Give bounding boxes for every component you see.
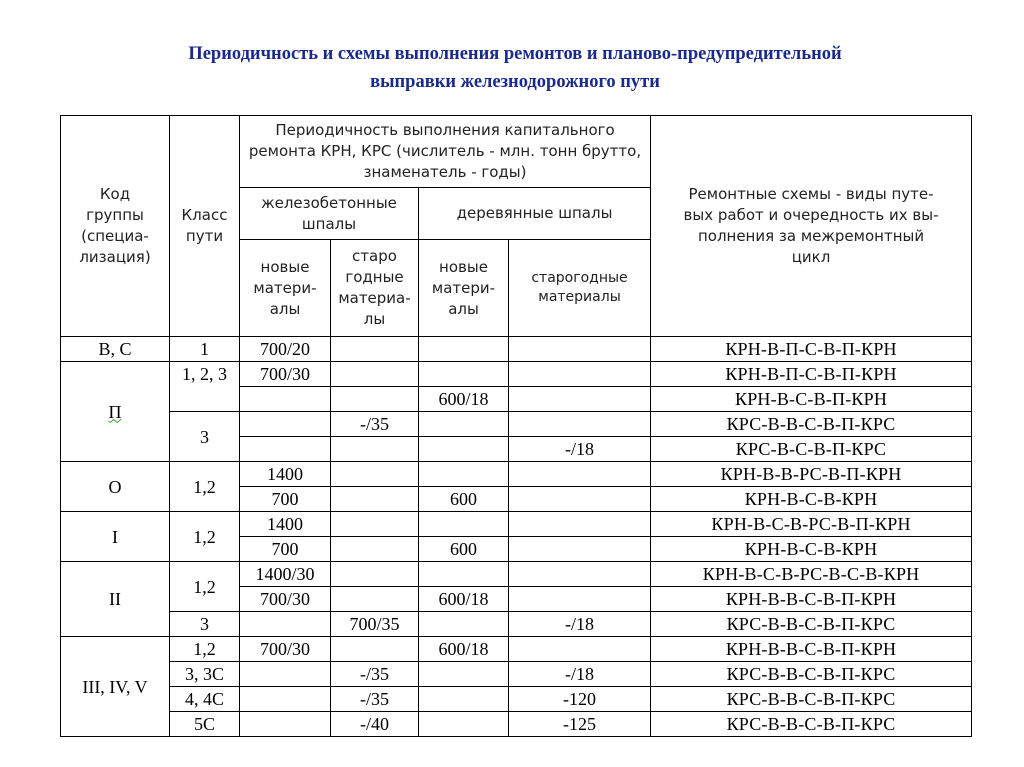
table-cell: -125	[509, 712, 651, 737]
table-cell	[240, 387, 331, 412]
group-code-cell: В, С	[61, 337, 170, 362]
table-cell	[509, 462, 651, 487]
title-line-1: Периодичность и схемы выполнения ремонтов и планово-предупредительной	[188, 44, 842, 64]
table-cell: 700	[240, 487, 331, 512]
table-cell	[419, 712, 509, 737]
table-cell	[240, 612, 331, 637]
header-used-materials-concrete: старо годные материа- лы	[331, 240, 419, 337]
table-cell	[509, 587, 651, 612]
table-cell	[509, 487, 651, 512]
table-cell	[331, 587, 419, 612]
table-cell: -/18	[509, 662, 651, 687]
table-cell	[509, 537, 651, 562]
repair-scheme-cell: КРН-В-П-С-В-П-КРН	[651, 337, 972, 362]
table-cell	[331, 462, 419, 487]
table-cell: 600	[419, 537, 509, 562]
header-periodicity: Периодичность выполнения капитального ремонта КРН, КРС (числитель - млн. тонн брутто, знаменатель - годы)	[240, 116, 651, 188]
group-code-cell: О	[61, 462, 170, 512]
table-cell	[509, 412, 651, 437]
table-cell: -/18	[509, 612, 651, 637]
repair-scheme-cell: КРС-В-В-С-В-П-КРС	[651, 412, 972, 437]
table-cell: 600/18	[419, 587, 509, 612]
track-class-cell: 3	[170, 612, 240, 637]
table-cell	[509, 562, 651, 587]
table-cell: -120	[509, 687, 651, 712]
table-cell: 700/30	[240, 587, 331, 612]
repair-scheme-cell: КРН-В-С-В-П-КРН	[651, 387, 972, 412]
table-cell	[509, 337, 651, 362]
group-code-cell: I	[61, 512, 170, 562]
table-cell: -/35	[331, 662, 419, 687]
track-class-cell: 1,2	[170, 512, 240, 562]
table-cell: 1400	[240, 462, 331, 487]
header-used-materials-wooden: старогодные материалы	[509, 240, 651, 337]
table-cell	[331, 512, 419, 537]
table-cell	[331, 562, 419, 587]
table-cell	[419, 337, 509, 362]
table-cell	[240, 712, 331, 737]
table-cell: 700/30	[240, 637, 331, 662]
repair-scheme-cell: КРН-В-С-В-КРН	[651, 537, 972, 562]
repair-scheme-cell: КРН-В-В-РС-В-П-КРН	[651, 462, 972, 487]
page-title	[60, 40, 970, 96]
track-class-cell: 1, 2, 3	[170, 362, 240, 412]
repair-scheme-cell: КРС-В-В-С-В-П-КРС	[651, 612, 972, 637]
repair-scheme-cell: КРН-В-П-С-В-П-КРН	[651, 362, 972, 387]
header-wooden-sleepers: деревянные шпалы	[419, 188, 651, 240]
table-cell: 1400	[240, 512, 331, 537]
table-cell	[240, 437, 331, 462]
table-cell: -/18	[509, 437, 651, 462]
table-cell: -/35	[331, 687, 419, 712]
group-code-label: П	[108, 401, 122, 422]
table-cell	[240, 662, 331, 687]
header-repair-schemes: Ремонтные схемы - виды путе- вых работ и очередность их вы- полнения за межремонтный цикл	[651, 116, 972, 337]
table-cell	[509, 512, 651, 537]
table-cell: -/40	[331, 712, 419, 737]
table-cell	[331, 537, 419, 562]
table-cell	[509, 387, 651, 412]
table-cell: 1400/30	[240, 562, 331, 587]
table-cell	[419, 562, 509, 587]
table-cell: -/35	[331, 412, 419, 437]
table-cell	[419, 362, 509, 387]
table-cell: 700/35	[331, 612, 419, 637]
table-cell	[419, 412, 509, 437]
table-cell: 600/18	[419, 637, 509, 662]
track-class-cell: 1,2	[170, 462, 240, 512]
repair-scheme-cell: КРС-В-В-С-В-П-КРС	[651, 687, 972, 712]
title-line-2: выправки железнодорожного пути	[370, 72, 660, 92]
group-code-cell	[61, 362, 170, 462]
repair-scheme-cell: КРН-В-В-С-В-П-КРН	[651, 587, 972, 612]
table-cell	[419, 512, 509, 537]
track-class-cell: 4, 4С	[170, 687, 240, 712]
group-code-cell: II	[61, 562, 170, 637]
repair-scheme-cell: КРН-В-С-В-РС-В-П-КРН	[651, 512, 972, 537]
track-class-cell: 1	[170, 337, 240, 362]
repair-scheme-cell: КРН-В-В-С-В-П-КРН	[651, 637, 972, 662]
track-class-cell: 3	[170, 412, 240, 462]
table-cell	[331, 487, 419, 512]
table-cell	[331, 637, 419, 662]
table-cell: 700/30	[240, 362, 331, 387]
repair-scheme-cell: КРС-В-В-С-В-П-КРС	[651, 712, 972, 737]
repair-scheme-cell: КРС-В-С-В-П-КРС	[651, 437, 972, 462]
table-cell: 600/18	[419, 387, 509, 412]
table-cell	[331, 362, 419, 387]
header-new-materials-wooden: новые матери- алы	[419, 240, 509, 337]
table-cell	[419, 462, 509, 487]
table-cell: 700	[240, 537, 331, 562]
track-class-cell: 3, 3С	[170, 662, 240, 687]
table-cell	[509, 362, 651, 387]
track-class-cell: 1,2	[170, 637, 240, 662]
header-code-group: Код группы (специа- лизация)	[61, 116, 170, 337]
repair-scheme-cell: КРН-В-С-В-РС-В-С-В-КРН	[651, 562, 972, 587]
group-code-cell: III, IV, V	[61, 637, 170, 737]
table-cell	[331, 437, 419, 462]
table-cell	[240, 687, 331, 712]
table-cell	[419, 612, 509, 637]
table-cell: 700/20	[240, 337, 331, 362]
header-new-materials-concrete: новые матери- алы	[240, 240, 331, 337]
table-cell	[240, 412, 331, 437]
table-cell	[331, 387, 419, 412]
track-class-cell: 5С	[170, 712, 240, 737]
table-cell	[419, 687, 509, 712]
header-concrete-sleepers: железобетонные шпалы	[240, 188, 419, 240]
track-class-cell: 1,2	[170, 562, 240, 612]
table-cell	[331, 337, 419, 362]
header-track-class: Класс пути	[170, 116, 240, 337]
table-cell	[419, 662, 509, 687]
repair-scheme-cell: КРС-В-В-С-В-П-КРС	[651, 662, 972, 687]
repair-scheme-cell: КРН-В-С-В-КРН	[651, 487, 972, 512]
table-cell: 600	[419, 487, 509, 512]
table-cell	[509, 637, 651, 662]
repair-schedule-table	[60, 115, 972, 737]
table-cell	[419, 437, 509, 462]
